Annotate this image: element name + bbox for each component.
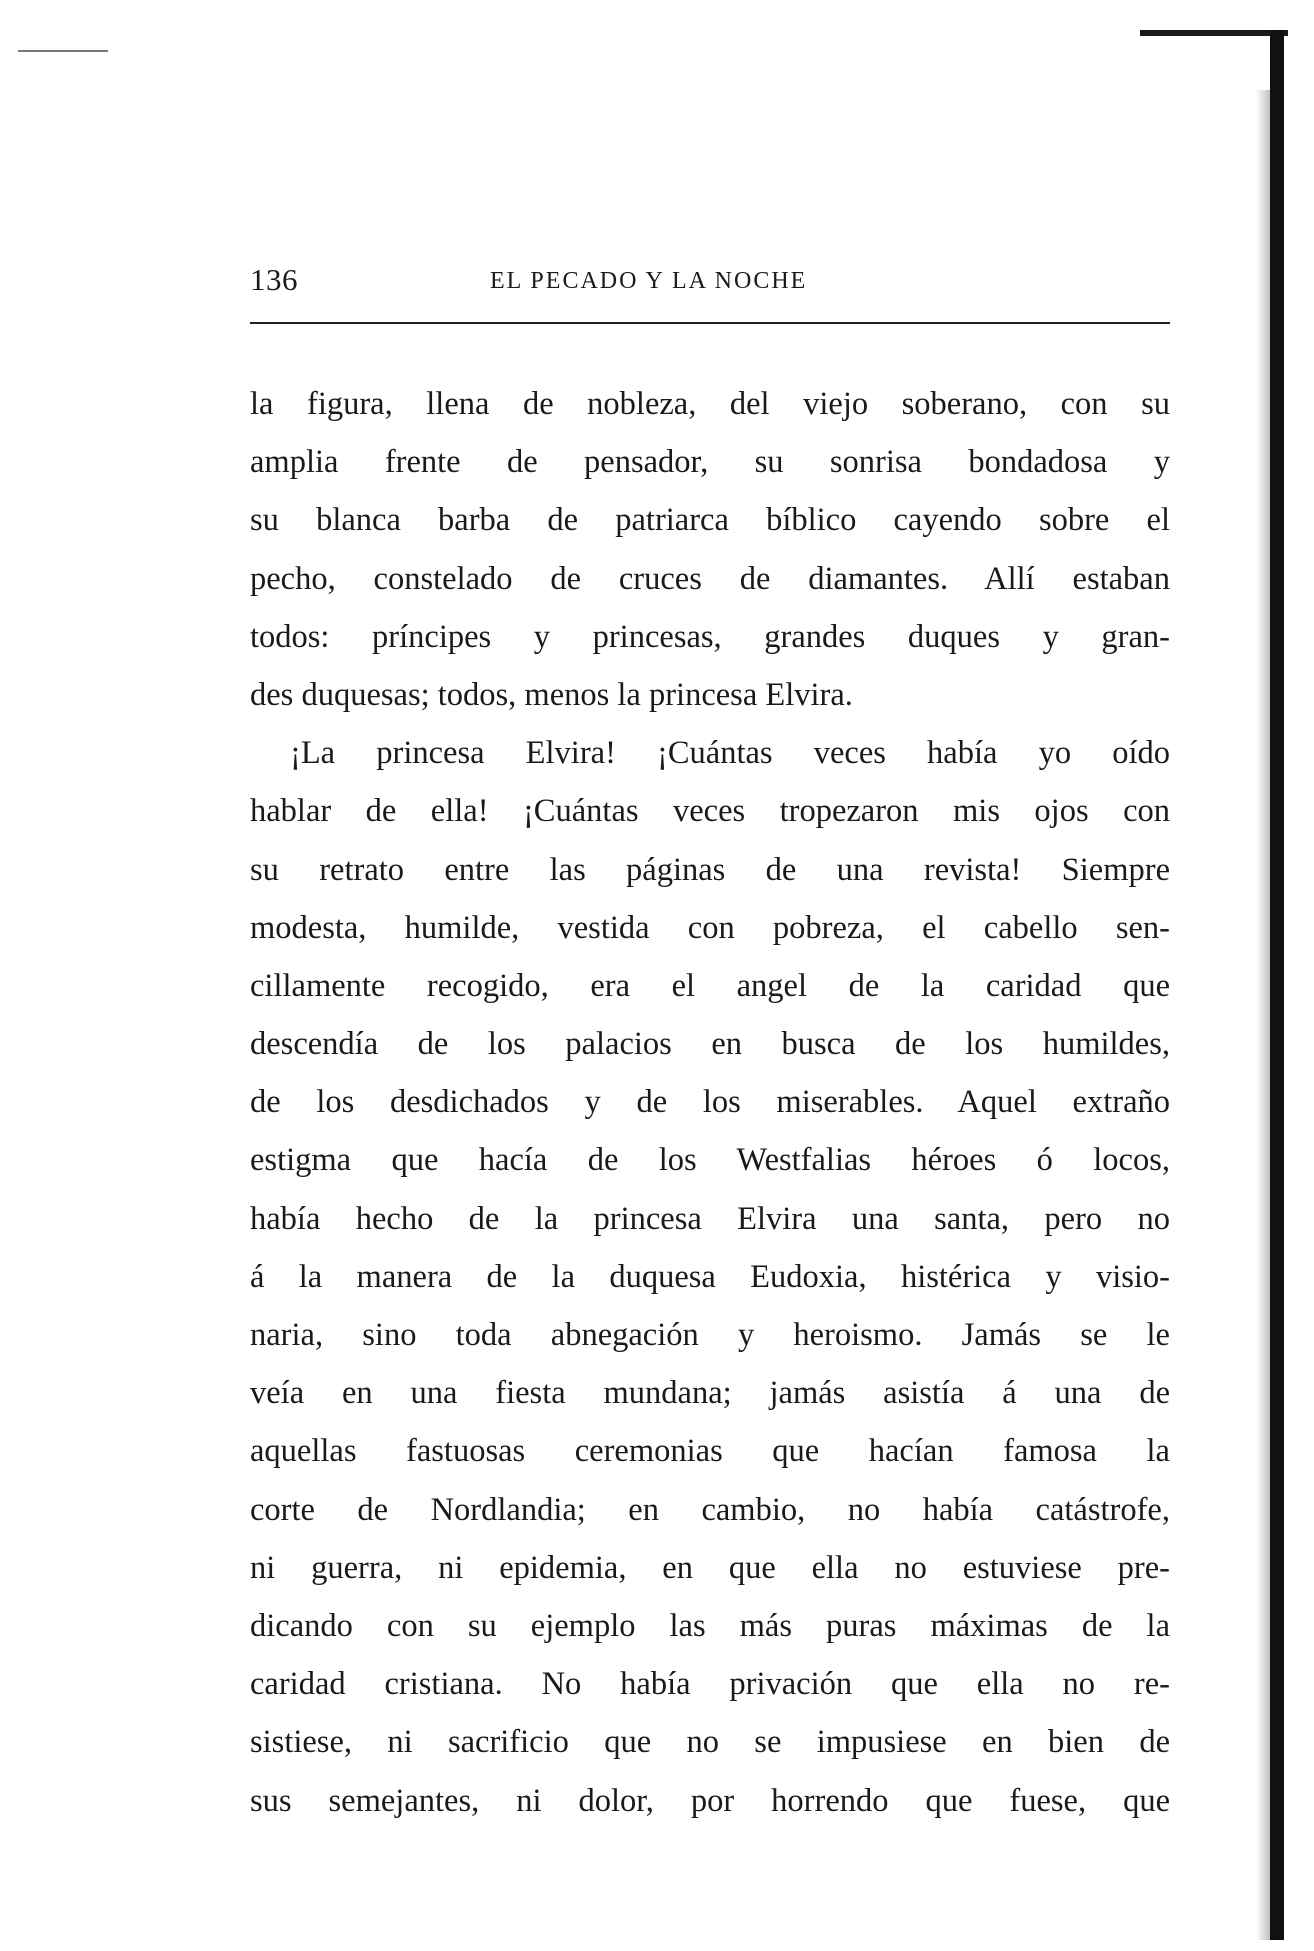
text-line: todos: príncipes y princesas, grandes duques y gran- <box>250 618 1170 655</box>
page-number: 136 <box>250 262 298 297</box>
text-line: dicando con su ejemplo las más puras máximas de la <box>250 1607 1170 1644</box>
text-line: modesta, humilde, vestida con pobreza, el cabello sen- <box>250 909 1170 946</box>
text-line: pecho, constelado de cruces de diamantes. Allí estaban <box>250 560 1170 597</box>
text-line: sistiese, ni sacrificio que no se impusiese en bien de <box>250 1724 1170 1761</box>
text-line: cillamente recogido, era el angel de la caridad que <box>250 967 1170 1004</box>
text-line: ni guerra, ni epidemia, en que ella no estuviese pre- <box>250 1549 1170 1586</box>
body-text <box>250 375 1170 1830</box>
text-line: amplia frente de pensador, su sonrisa bondadosa y <box>250 444 1170 481</box>
header-rule <box>250 322 1170 324</box>
page-edge-right <box>1270 30 1284 1940</box>
text-line: estigma que hacía de los Westfalias héroes ó locos, <box>250 1142 1170 1179</box>
text-line: hablar de ella! ¡Cuántas veces tropezaron mis ojos con <box>250 793 1170 830</box>
running-title: EL PECADO Y LA NOCHE <box>490 268 808 294</box>
running-head <box>250 262 1170 302</box>
text-line: ¡La princesa Elvira! ¡Cuántas veces había yo oído <box>290 735 1170 772</box>
text-line: su blanca barba de patriarca bíblico cayendo sobre el <box>250 502 1170 539</box>
text-line: corte de Nordlandia; en cambio, no había catástrofe, <box>250 1491 1170 1528</box>
text-line: había hecho de la princesa Elvira una santa, pero no <box>250 1200 1170 1237</box>
page-edge-top <box>1140 30 1288 36</box>
text-line: veía en una fiesta mundana; jamás asistía á una de <box>250 1375 1170 1412</box>
text-line: des duquesas; todos, menos la princesa Elvira. <box>250 676 853 713</box>
text-line: aquellas fastuosas ceremonias que hacían famosa la <box>250 1433 1170 1470</box>
text-line: á la manera de la duquesa Eudoxia, histérica y visio- <box>250 1258 1170 1295</box>
text-line: naria, sino toda abnegación y heroismo. Jamás se le <box>250 1317 1170 1353</box>
text-line: la figura, llena de nobleza, del viejo soberano, con su <box>250 386 1170 422</box>
text-line: caridad cristiana. No había privación que ella no re- <box>250 1666 1170 1703</box>
text-line: sus semejantes, ni dolor, por horrendo que fuese, que <box>250 1782 1170 1819</box>
text-line: de los desdichados y de los miserables. Aquel extraño <box>250 1084 1170 1121</box>
page-edge-shadow <box>1256 90 1270 1940</box>
text-line: descendía de los palacios en busca de los humildes, <box>250 1026 1170 1063</box>
text-line: su retrato entre las páginas de una revista! Siempre <box>250 851 1170 888</box>
scan-mark <box>18 50 108 52</box>
